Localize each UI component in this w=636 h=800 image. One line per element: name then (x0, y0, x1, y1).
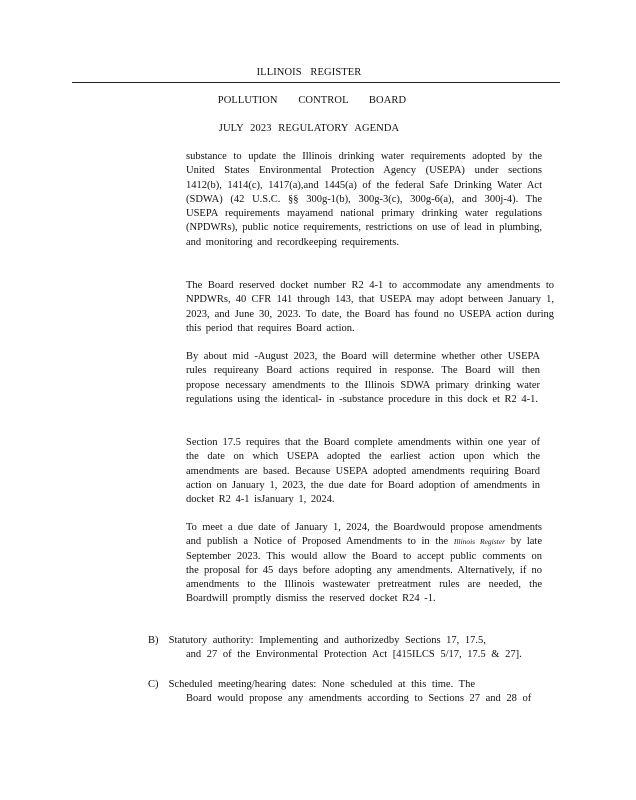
paragraph-due-date (186, 521, 542, 607)
paragraph-due-date-part1: To meet a due date of January 1, 2024, the Boardwould propose amendments and publish a Notice of Proposed Amendments to in the (186, 522, 542, 548)
item-b-line2: and 27 of the Environmental Protection Act [415ILCS 5/17, 17.5 & 27]. (186, 649, 522, 661)
item-b-line1: Statutory authority: Implementing and authorizedby Sections 17, 17.5, (168, 635, 486, 646)
paragraph-due-date-part2: by late September 2023. This would allow the Board to accept public comments on the proposal for 45 days before adopting any amendments. Alternatively, if no amendments to the Illinois wastewater pretreatment rules are needed, the Boardwill promptly dismiss the reserved docket R24 -1. (186, 536, 543, 605)
paragraph-section-17-5: Section 17.5 requires that the Board complete amendments within one year of the date on which USEPA adopted the earliest action upon which the amendments are based. Because USEPA adopted amendments requiring Board action on January 1, 2023, the due date for Board adoption of amendments in docket R2 4-1 isJanuary 1, 2024. (186, 437, 540, 506)
item-c-label: C) (148, 679, 159, 690)
paragraph-sdwa-substance: substance to update the Illinois drinking water requirements adopted by the United States Environmental Protection Agency (USEPA) under sections 1412(b), 1414(c), 1417(a),and 1445(a) of the federal Safe Drinking Water Act (SDWA) (42 U.S.C. §§ 300g-1(b), 300g-3(c), 300g-6(a), and 300j-4). The USEPA requirements mayamend national primary drinking water regulations (NPDWRs), public notice requirements, restrictions on use of lead in plumbing, and monitoring and recordkeeping requirements. (186, 151, 542, 248)
item-b-label: B) (148, 635, 159, 646)
item-c-line1: Scheduled meeting/hearing dates: None scheduled at this time. The (168, 679, 475, 690)
register-header: ILLINOIS REGISTER (256, 67, 362, 78)
paragraph-mid-august: By about mid -August 2023, the Board will determine whether other USEPA rules requireany Board actions required in response. The Board will then propose necessary amendments to the Illinois SDWA primary drinking water regulations using the identical- in -substance procedure in this dock et R2 4-1. (186, 351, 540, 405)
agency-title: POLLUTION CONTROL BOARD (217, 95, 407, 106)
item-c-line2: Board would propose any amendments according to Sections 27 and 28 of (186, 693, 532, 705)
paragraph-reserved-docket: The Board reserved docket number R2 4-1 to accommodate any amendments to NPDWRs, 40 CFR 141 through 143, that USEPA may adopt between January 1, 2023, and June 30, 2023. To date, the Board has found no USEPA action during this period that requires Board action. (186, 280, 554, 334)
agenda-title: JULY 2023 REGULATORY AGENDA (218, 123, 400, 134)
register-italic-ref: Illinois Register (453, 537, 506, 547)
item-statutory-authority (148, 634, 558, 663)
item-scheduled-dates (148, 678, 558, 707)
header-rule (72, 82, 560, 83)
